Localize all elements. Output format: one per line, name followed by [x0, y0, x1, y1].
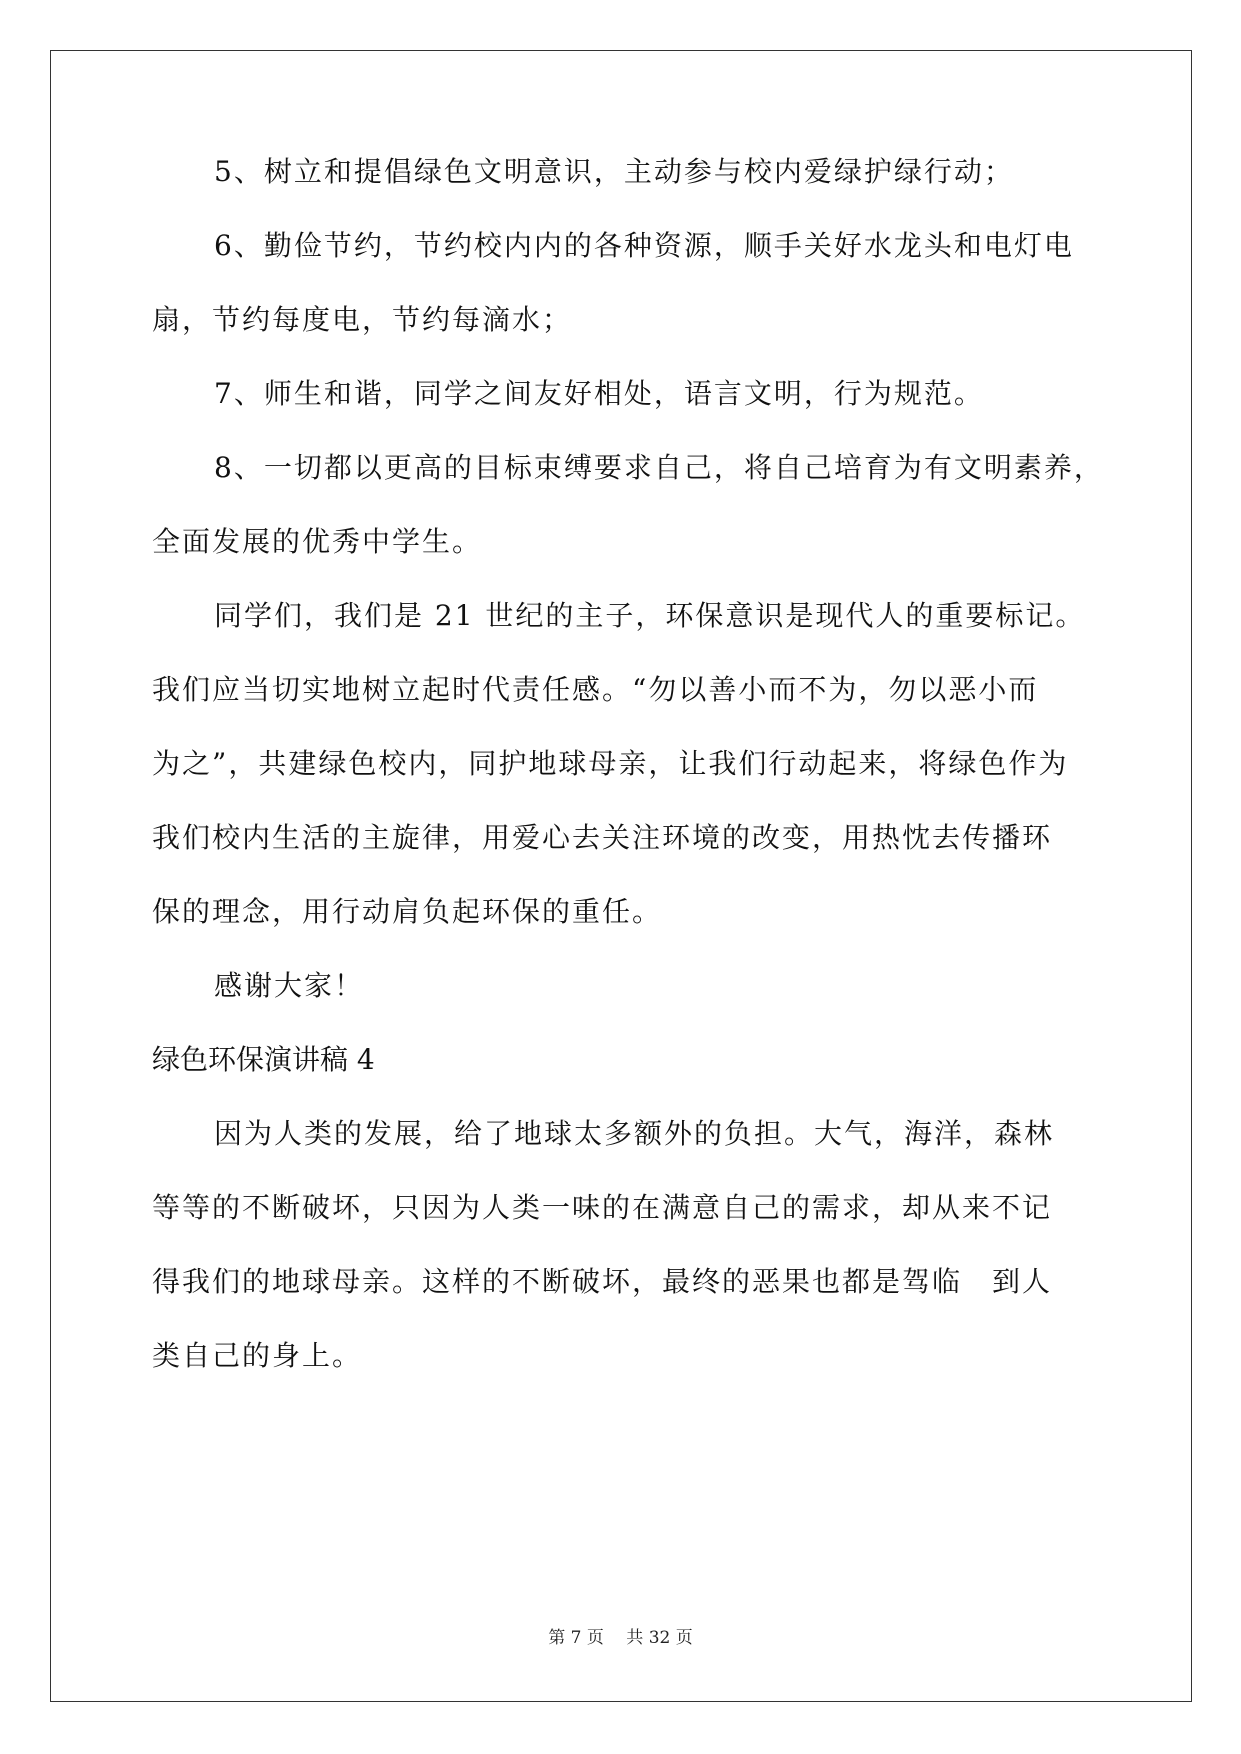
paragraph-line: 5、树立和提倡绿色文明意识，主动参与校内爱绿护绿行动； — [214, 155, 1014, 188]
section-heading: 绿色环保演讲稿 4 — [152, 1043, 375, 1076]
paragraph-line: 同学们，我们是 21 世纪的主子，环保意识是现代人的重要标记。 — [214, 599, 1086, 632]
paragraph-line: 为之”，共建绿色校内，同护地球母亲，让我们行动起来，将绿色作为 — [152, 747, 1069, 780]
paragraph-line: 6、勤俭节约，节约校内内的各种资源，顺手关好水龙头和电灯电 — [214, 229, 1074, 262]
paragraph-line: 感谢大家！ — [214, 969, 365, 1002]
paragraph-line: 等等的不断破坏，只因为人类一味的在满意自己的需求，却从来不记 — [152, 1191, 1053, 1224]
paragraph-line: 我们校内生活的主旋律，用爱心去关注环境的改变，用热忱去传播环 — [152, 821, 1053, 854]
paragraph-line: 7、师生和谐，同学之间友好相处，语言文明，行为规范。 — [214, 377, 984, 410]
paragraph-line: 得我们的地球母亲。这样的不断破坏，最终的恶果也都是驾临 到人 — [152, 1265, 1053, 1298]
paragraph-line: 全面发展的优秀中学生。 — [152, 525, 483, 558]
paragraph-line: 保的理念，用行动肩负起环保的重任。 — [152, 895, 663, 928]
paragraph-line: 8、一切都以更高的目标束缚要求自己，将自己培育为有文明素养， — [214, 451, 1104, 484]
paragraph-line: 扇，节约每度电，节约每滴水； — [152, 303, 573, 336]
paragraph-line: 我们应当切实地树立起时代责任感。“勿以善小而不为，勿以恶小而 — [152, 673, 1039, 706]
page-frame — [50, 50, 1192, 1702]
paragraph-line: 因为人类的发展，给了地球太多额外的负担。大气，海洋，森林 — [214, 1117, 1055, 1150]
paragraph-line: 类自己的身上。 — [152, 1339, 363, 1372]
page-number-footer: 第 7 页 共 32 页 — [548, 1628, 693, 1648]
